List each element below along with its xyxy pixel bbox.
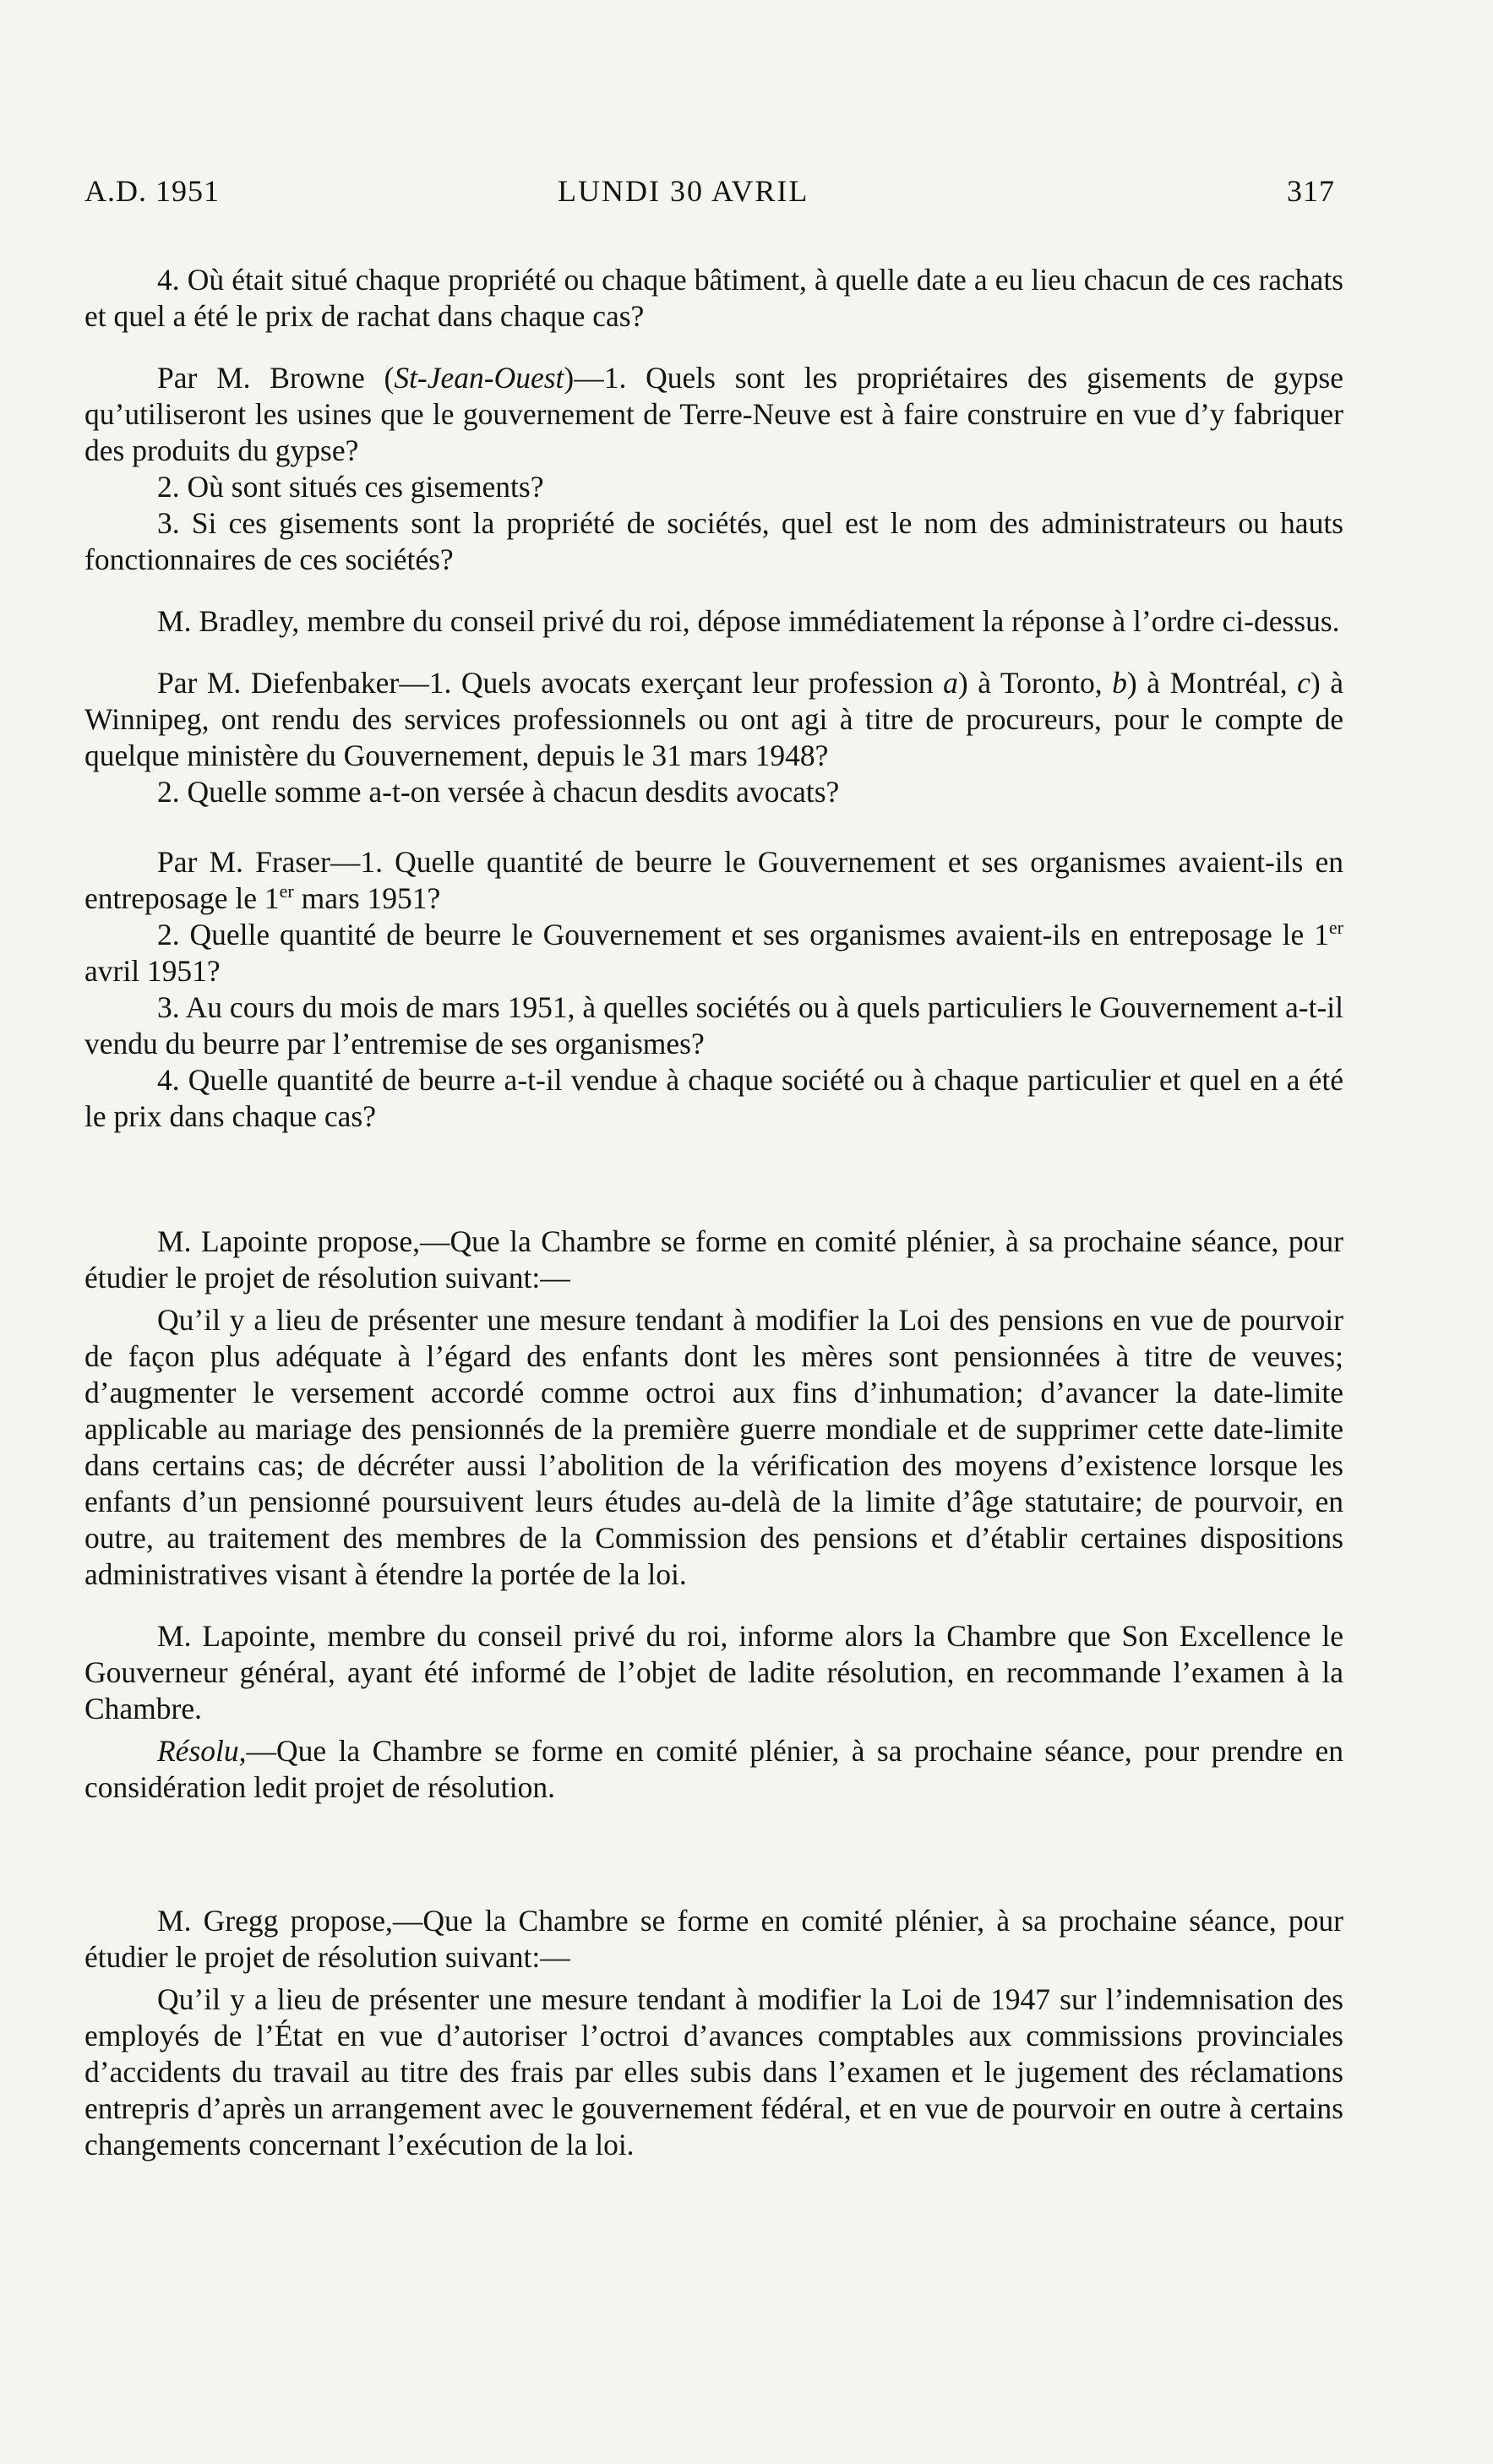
paragraph-fraser-4: 4. Quelle quantité de beurre a-t-il vendue à chaque société ou à chaque particulier et quel en a été le prix dans chaque cas? bbox=[84, 1063, 1343, 1133]
page-header bbox=[84, 173, 1335, 224]
fraser-2b: avril 1951? bbox=[84, 954, 221, 988]
diefenbaker-d: ) à Winnipeg, ont rendu des services professionnels ou ont agi à titre de procureurs, pour le compte de quelque ministère du Gouvernement, depuis le 31 mars 1948? bbox=[84, 666, 1343, 772]
header-date: LUNDI 30 AVRIL bbox=[558, 174, 809, 208]
paragraph-fraser bbox=[84, 844, 1343, 917]
paragraph-bradley: M. Bradley, membre du conseil privé du roi, dépose immédiatement la réponse à l’ordre ci-dessus. bbox=[157, 604, 1340, 638]
diefenbaker-a-italic: a bbox=[943, 666, 958, 700]
paragraph-resolu bbox=[84, 1733, 1343, 1806]
paragraph-diefenbaker-2: 2. Quelle somme a-t-on versée à chacun desdits avocats? bbox=[157, 775, 840, 809]
paragraph-diefenbaker bbox=[84, 665, 1343, 774]
paragraph-browne-2: 2. Où sont situés ces gisements? bbox=[157, 470, 544, 504]
paragraph-gregg-motion: M. Gregg propose,—Que la Chambre se forme en comité plénier, à sa prochaine séance, pour étudier le projet de résolution suivant:— bbox=[84, 1904, 1343, 1974]
header-year: A.D. 1951 bbox=[84, 174, 220, 208]
diefenbaker-a: Par M. Diefenbaker—1. Quels avocats exerçant leur profession bbox=[157, 666, 944, 700]
fraser-1a: Par M. Fraser—1. Quelle quantité de beurre le Gouvernement et ses organismes avaient-ils en entreposage le 1 bbox=[84, 845, 1343, 915]
fraser-1b: mars 1951? bbox=[293, 881, 441, 915]
paragraph-fraser-3: 3. Au cours du mois de mars 1951, à quelles sociétés ou à quels particuliers le Gouvernement a-t-il vendu du beurre par l’entremise de ses organismes? bbox=[84, 990, 1343, 1060]
paragraph-browne-3: 3. Si ces gisements sont la propriété de sociétés, quel est le nom des administrateurs ou hauts fonctionnaires de ces sociétés? bbox=[84, 506, 1343, 576]
paragraph-1: 4. Où était situé chaque propriété ou chaque bâtiment, à quelle date a eu lieu chacun de ces rachats et quel a été le prix de rachat dans chaque cas? bbox=[84, 263, 1343, 333]
browne-question: )—1. Quels sont les propriétaires des gisements de gypse qu’utiliseront les usines que le gouvernement de Terre-Neuve est à faire construire en vue d’y fabriquer des produits du gypse? bbox=[84, 361, 1344, 467]
diefenbaker-b: ) à Toronto, bbox=[957, 666, 1113, 700]
paragraph-compensation-resolution: Qu’il y a lieu de présenter une mesure tendant à modifier la Loi de 1947 sur l’indemnisation des employés de l’État en vue d’autoriser l’octroi d’avances comptables aux commissions provinciales d’accidents du travail au titre des frais par elles subis dans l’examen et le jugement des réclamations entrepris d’après un arrangement avec le gouvernement fédéral, et en vue de pourvoir en outre à certains changements concernant l’exécution de la loi. bbox=[84, 1982, 1343, 2161]
paragraph-pensions-resolution: Qu’il y a lieu de présenter une mesure tendant à modifier la Loi des pensions en vue de pourvoir de façon plus adéquate à l’égard des enfants dont les mères sont pensionnées à titre de veuves; d’augmenter le versement accordé comme octroi aux fins d’inhumation; d’avancer la date-limite applicable au mariage des pensionnés de la première guerre mondiale et de supprimer cette date-limite dans certains cas; de décréter aussi l’abolition de la vérification des moyens d’existence lorsque les enfants d’un pensionné poursuivent leurs études au-delà de la limite d’âge statutaire; de pourvoir, en outre, au traitement des membres de la Commission des pensions et d’établir certaines dispositions administratives visant à étendre la portée de la loi. bbox=[84, 1303, 1343, 1591]
diefenbaker-b-italic: b bbox=[1112, 666, 1127, 700]
page-body bbox=[84, 262, 1343, 2163]
diefenbaker-c: ) à Montréal, bbox=[1126, 666, 1298, 700]
paragraph-lapointe-informs: M. Lapointe, membre du conseil privé du roi, informe alors la Chambre que Son Excellence le Gouverneur général, ayant été informé de l’objet de ladite résolution, en recommande l’examen à la Chambre. bbox=[84, 1619, 1343, 1725]
resolu-label: Résolu, bbox=[157, 1734, 247, 1768]
resolu-text: —Que la Chambre se forme en comité plénier, à sa prochaine séance, pour prendre en considération ledit projet de résolution. bbox=[84, 1734, 1343, 1804]
paragraph-browne bbox=[84, 360, 1343, 469]
browne-prefix: Par M. Browne ( bbox=[157, 361, 395, 395]
fraser-2a: 2. Quelle quantité de beurre le Gouvernement et ses organismes avaient-ils en entreposage le 1 bbox=[157, 918, 1329, 951]
browne-riding: St-Jean-Ouest bbox=[394, 361, 564, 395]
paragraph-lapointe-motion: M. Lapointe propose,—Que la Chambre se forme en comité plénier, à sa prochaine séance, pour étudier le projet de résolution suivant:— bbox=[84, 1224, 1343, 1295]
fraser-2-sup: er bbox=[1328, 917, 1343, 939]
diefenbaker-c-italic: c bbox=[1297, 666, 1310, 700]
fraser-1-sup: er bbox=[279, 880, 294, 902]
paragraph-fraser-2 bbox=[84, 917, 1343, 989]
page-number: 317 bbox=[1287, 174, 1335, 208]
